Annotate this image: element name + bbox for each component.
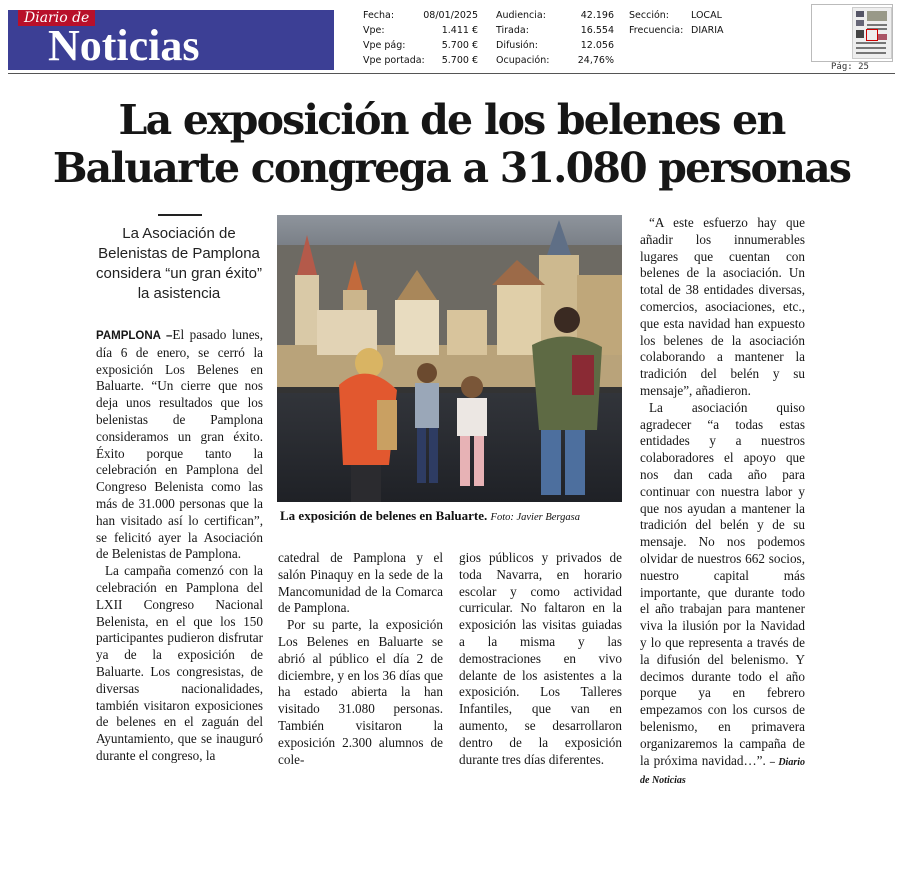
- page-thumbnail-highlight: [866, 29, 878, 41]
- meta-value: DIARIA: [691, 25, 724, 36]
- paragraph: catedral de Pamplona y el salón Pinaquy en la sede de la Mancomunidad de la Comarca de Pamplona.: [278, 550, 443, 616]
- logo-small-text: Diario de: [18, 10, 95, 26]
- meta-value: 24,76%: [577, 55, 614, 66]
- meta-value: 1.411 €: [441, 25, 478, 36]
- newspaper-logo: [8, 10, 334, 70]
- meta-value: 5.700 €: [441, 40, 478, 51]
- dateline: PAMPLONA –: [96, 330, 173, 342]
- headline-line-2: Baluarte congrega a 31.080 personas: [52, 144, 851, 192]
- page-thumbnail[interactable]: [811, 4, 893, 62]
- meta-column-3: [629, 8, 724, 38]
- logo-main-text: Noticias: [48, 21, 200, 70]
- meta-label: Sección:: [629, 10, 669, 21]
- meta-value: 16.554: [580, 25, 614, 36]
- nativity-exhibition-image: [277, 215, 622, 502]
- photo-caption: [280, 508, 622, 524]
- meta-label: Vpe portada:: [363, 55, 425, 66]
- caption-text: La exposición de belenes en Baluarte.: [280, 508, 488, 523]
- paragraph: La asociación quiso agradecer “a todas estas entidades y a nuestros colaboradores el apoyo que nos dan cada año para continuar con nuestra labor y que nos ayudan a mantener la tradición del belén y de su mensaje. No nos podemos olvidar de nuestros 662 socios, nuestro capital más importante, que durante todo el año trabajan para mantener viva la ilusión por la Navidad y lo que representa a través de la difusión del belenismo. Y decimos durante todo el año porque ya en febrero empezamos con los cursos de belenismo, en primavera organizaremos la campaña de la próxima navidad…”. – Diario de Noticias: [640, 399, 805, 787]
- article-column-4: [640, 215, 805, 790]
- meta-label: Ocupación:: [496, 55, 550, 66]
- article-subhead: La Asociación de Belenistas de Pamplona considera “un gran éxito” la asistencia: [96, 225, 262, 302]
- meta-value: 12.056: [580, 40, 614, 51]
- article-photo: [277, 215, 622, 502]
- meta-value: 08/01/2025: [423, 10, 478, 21]
- meta-label: Vpe pág:: [363, 40, 406, 51]
- article-signoff: – Diario de Noticias: [640, 756, 805, 787]
- article-column-1: [96, 327, 263, 765]
- page-number: Pág: 25: [831, 62, 869, 72]
- meta-label: Frecuencia:: [629, 25, 684, 36]
- header-divider: [8, 73, 895, 74]
- article-headline: [0, 96, 903, 192]
- meta-label: Fecha:: [363, 10, 395, 21]
- meta-value: LOCAL: [691, 10, 722, 21]
- meta-label: Difusión:: [496, 40, 538, 51]
- meta-value: 5.700 €: [441, 55, 478, 66]
- meta-label: Audiencia:: [496, 10, 546, 21]
- paragraph: Por su parte, la exposición Los Belenes en Baluarte se abrió al público el día 2 de diciembre, y en los 36 días que ha estado abierta la han visitado 31.080 personas. También visitaron la exposición 2.300 alumnos de cole-: [278, 617, 443, 767]
- paragraph: gios públicos y privados de toda Navarra, en horario escolar y como actividad curricular. No faltaron en la exposición las visitas guiadas a la misma y las demostraciones en vivo delante de los asistentes a la exposición. Los Talleres Infantiles, que van en aumento, se desarrollaron dentro de la exposición durante tres días diferentes.: [459, 550, 622, 767]
- photo-credit: Foto: Javier Bergasa: [490, 512, 580, 523]
- meta-label: Tirada:: [496, 25, 529, 36]
- paragraph: PAMPLONA –El pasado lunes, día 6 de enero, se cerró la exposición Los Belenes en Baluarte. “Un cierre que nos deja unos resultados que los belenistas de Pamplona consideramos un gran éxito. Éxito porque tanto la celebración en Pamplona del Congreso Belenista como las más de 31.000 personas que la han visitado así lo certifican”, se felicitó ayer la Asociación de Belenistas de Pamplona.: [96, 327, 263, 562]
- headline-line-1: La exposición de los belenes en: [118, 96, 785, 144]
- meta-value: 42.196: [580, 10, 614, 21]
- article-column-2: [278, 550, 443, 768]
- meta-column-1: [363, 8, 478, 68]
- paragraph: “A este esfuerzo hay que añadir los innumerables lugares que cuentan con belenes de la asociación. Un total de 38 entidades diversas, comercios, asociaciones, etc., que esta navidad han expuesto los belenes de la asociación colaborando a mantener la tradición del belén y su mensaje”, añadieron.: [640, 215, 805, 398]
- paragraph: La campaña comenzó con la celebración en Pamplona del LXII Congreso Nacional Belenista, en el que los 150 participantes pudieron disfrutar ya de la exposición de Baluarte. Los congresistas, de diversas nacionalidades, también visitaron exposiciones de belenes en el zaguán del Ayuntamiento, que se inauguró durante el congreso, la: [96, 563, 263, 763]
- meta-column-2: [496, 8, 614, 68]
- meta-label: Vpe:: [363, 25, 385, 36]
- article-column-3: [459, 550, 622, 768]
- subhead-rule: [158, 214, 202, 216]
